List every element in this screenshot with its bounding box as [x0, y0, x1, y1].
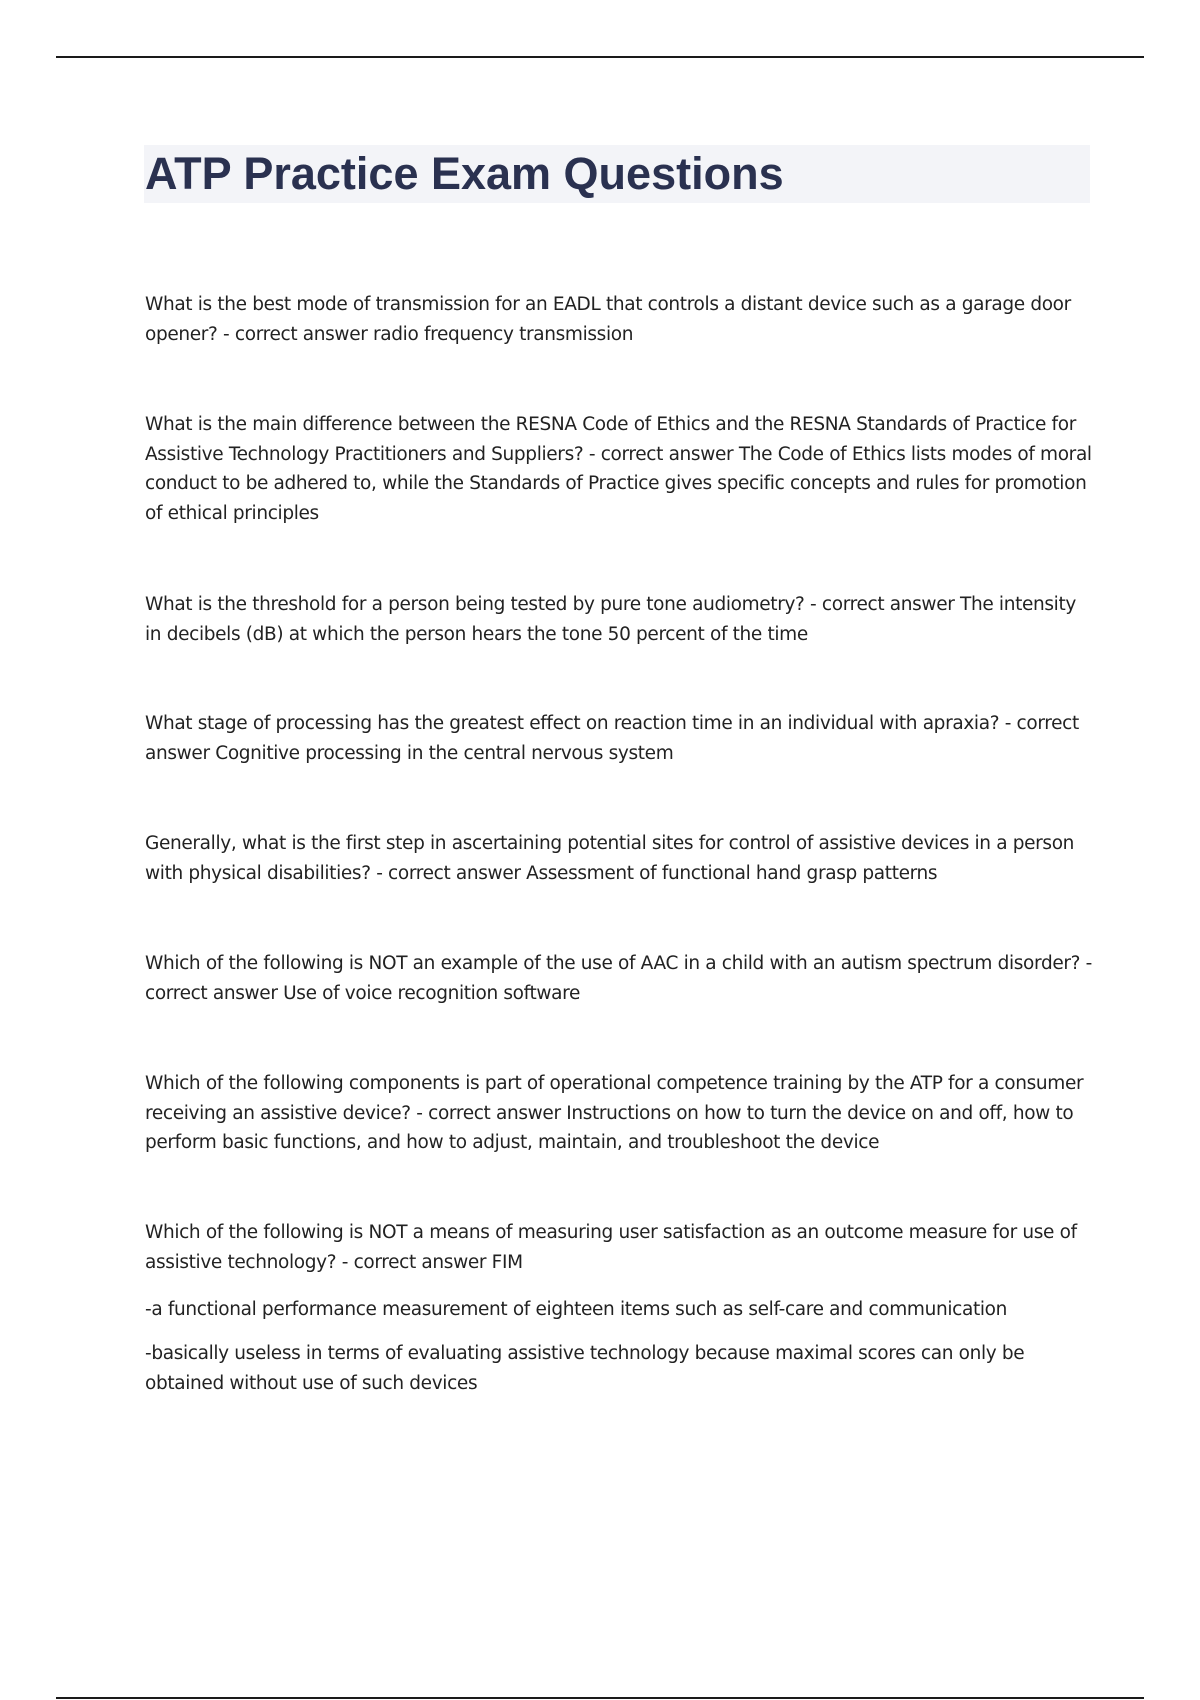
bottom-rule — [56, 1697, 1144, 1699]
question-5: Generally, what is the first step in ascertaining potential sites for control of assistive devices in a person with physical disabilities? - correct answer Assessment of functional hand grasp patterns — [145, 833, 1075, 884]
top-rule — [56, 56, 1144, 58]
page-title: ATP Practice Exam Questions — [145, 148, 784, 199]
question-4: What stage of processing has the greatest effect on reaction time in an individual with apraxia? - correct answer Cognitive processing in the central nervous system — [145, 713, 1079, 764]
question-6: Which of the following is NOT an example of the use of AAC in a child with an autism spectrum disorder? - correct answer Use of voice recognition software — [145, 953, 1092, 1004]
question-3: What is the threshold for a person being tested by pure tone audiometry? - correct answer The intensity in decibels (dB) at which the person hears the tone 50 percent of the time — [145, 594, 1076, 645]
question-8: Which of the following is NOT a means of measuring user satisfaction as an outcome measure for use of assistive technology? - correct answer FIM — [145, 1222, 1077, 1273]
question-7: Which of the following components is part of operational competence training by the ATP for a consumer receiving an assistive device? - correct answer Instructions on how to turn the device on and off, how to perform basic functions, and how to adjust, maintain, and troubleshoot the device — [145, 1073, 1084, 1153]
answer-note-1: -a functional performance measurement of eighteen items such as self-care and communication — [145, 1299, 1007, 1320]
question-1: What is the best mode of transmission for an EADL that controls a distant device such as a garage door opener? - correct answer radio frequency transmission — [145, 294, 1071, 345]
question-2: What is the main difference between the RESNA Code of Ethics and the RESNA Standards of Practice for Assistive Technology Practitioners and Suppliers? - correct answer The Code of Ethics lists modes of moral conduct to be adhered to, while the Standards of Practice gives specific concepts and rules for promotion of ethical principles — [145, 414, 1092, 524]
answer-note-2: -basically useless in terms of evaluating assistive technology because maximal scores can only be obtained without use of such devices — [145, 1343, 1025, 1394]
